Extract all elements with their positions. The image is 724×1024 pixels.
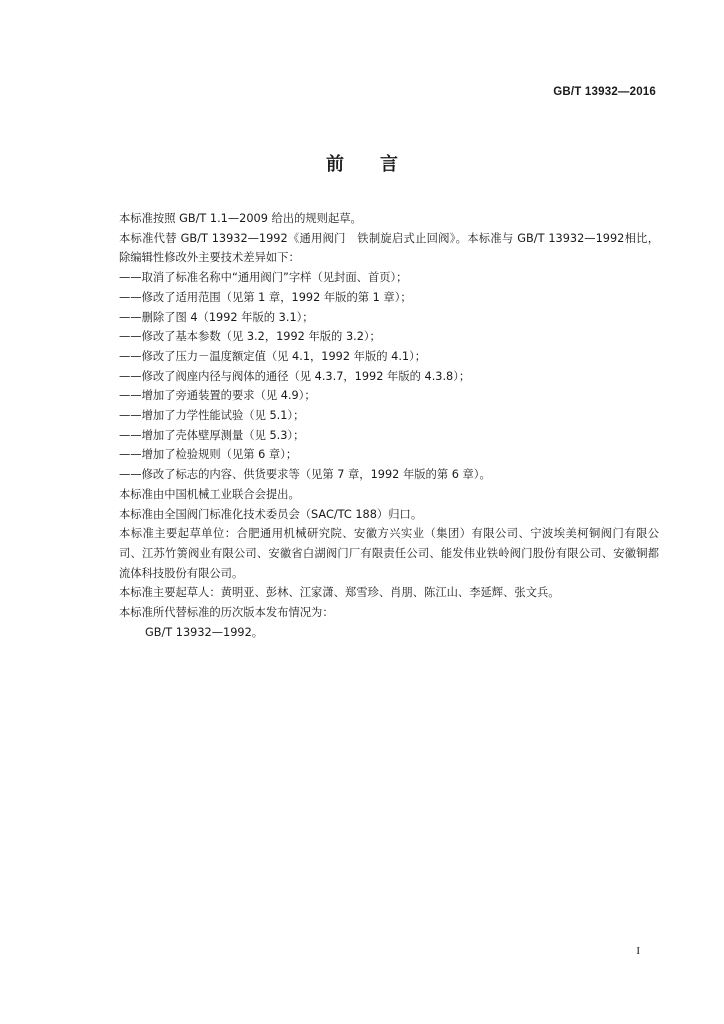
change-item: ——增加了壳体壁厚测量（见 5.3）； [119, 428, 305, 442]
change-item: ——修改了标志的内容、供货要求等（见第 7 章，1992 年版的第 6 章）。 [119, 468, 491, 482]
change-item: ——修改了适用范围（见第 1 章，1992 年版的第 1 章）； [119, 290, 412, 304]
change-item: ——修改了压力－温度额定值（见 4.1，1992 年版的 4.1）； [119, 349, 427, 363]
paragraph-technical-committee: 本标准由全国阀门标准化技术委员会（SAC/TC 188）归口。 [119, 507, 423, 521]
paragraph-drafters: 本标准主要起草人：黄明亚、彭林、江家潇、郑雪珍、肖朋、陈江山、李延辉、张文兵。 [119, 586, 560, 600]
paragraph-previous-editions: 本标准所代替标准的历次版本发布情况为： [119, 606, 334, 620]
page-number: I [636, 945, 640, 957]
paragraph-replacement: 本标准代替 GB/T 13932—1992《通用阀门 铁制旋启式止回阀》。本标准与 GB/T 13932—1992相比，除编辑性修改外主要技术差异如下： [119, 231, 659, 265]
foreword-body [97, 209, 659, 642]
change-item: ——增加了力学性能试验（见 5.1）； [119, 409, 305, 423]
paragraph-drafting-rules: 本标准按照 GB/T 1.1—2009 给出的规则起草。 [119, 212, 362, 225]
change-item: ——增加了检验规则（见第 6 章）； [119, 448, 298, 462]
standard-code: GB/T 13932—2016 [553, 86, 656, 98]
page-title: 前 言 [326, 154, 398, 175]
change-item: ——删除了图 4（1992 年版的 3.1）； [119, 310, 314, 324]
change-item: ——取消了标准名称中“通用阀门”字样（见封面、首页）； [119, 271, 408, 285]
paragraph-drafting-units: 本标准主要起草单位：合肥通用机械研究院、安徽方兴实业（集团）有限公司、宁波埃美柯铜阀门有限公司、江苏竹箦阀业有限公司、安徽省白湖阀门厂有限责任公司、能发伟业铁岭阀门股份有限公司、安徽铜都流体科技股份有限公司。 [119, 527, 659, 580]
change-item: ——修改了阀座内径与阀体的通径（见 4.3.7，1992 年版的 4.3.8）； [119, 369, 471, 383]
paragraph-proposer: 本标准由中国机械工业联合会提出。 [119, 487, 300, 501]
change-item: ——增加了旁通装置的要求（见 4.9）； [119, 389, 316, 403]
change-item: ——修改了基本参数（见 3.2，1992 年版的 3.2）； [119, 330, 381, 344]
previous-edition-item: GB/T 13932—1992。 [145, 625, 264, 639]
